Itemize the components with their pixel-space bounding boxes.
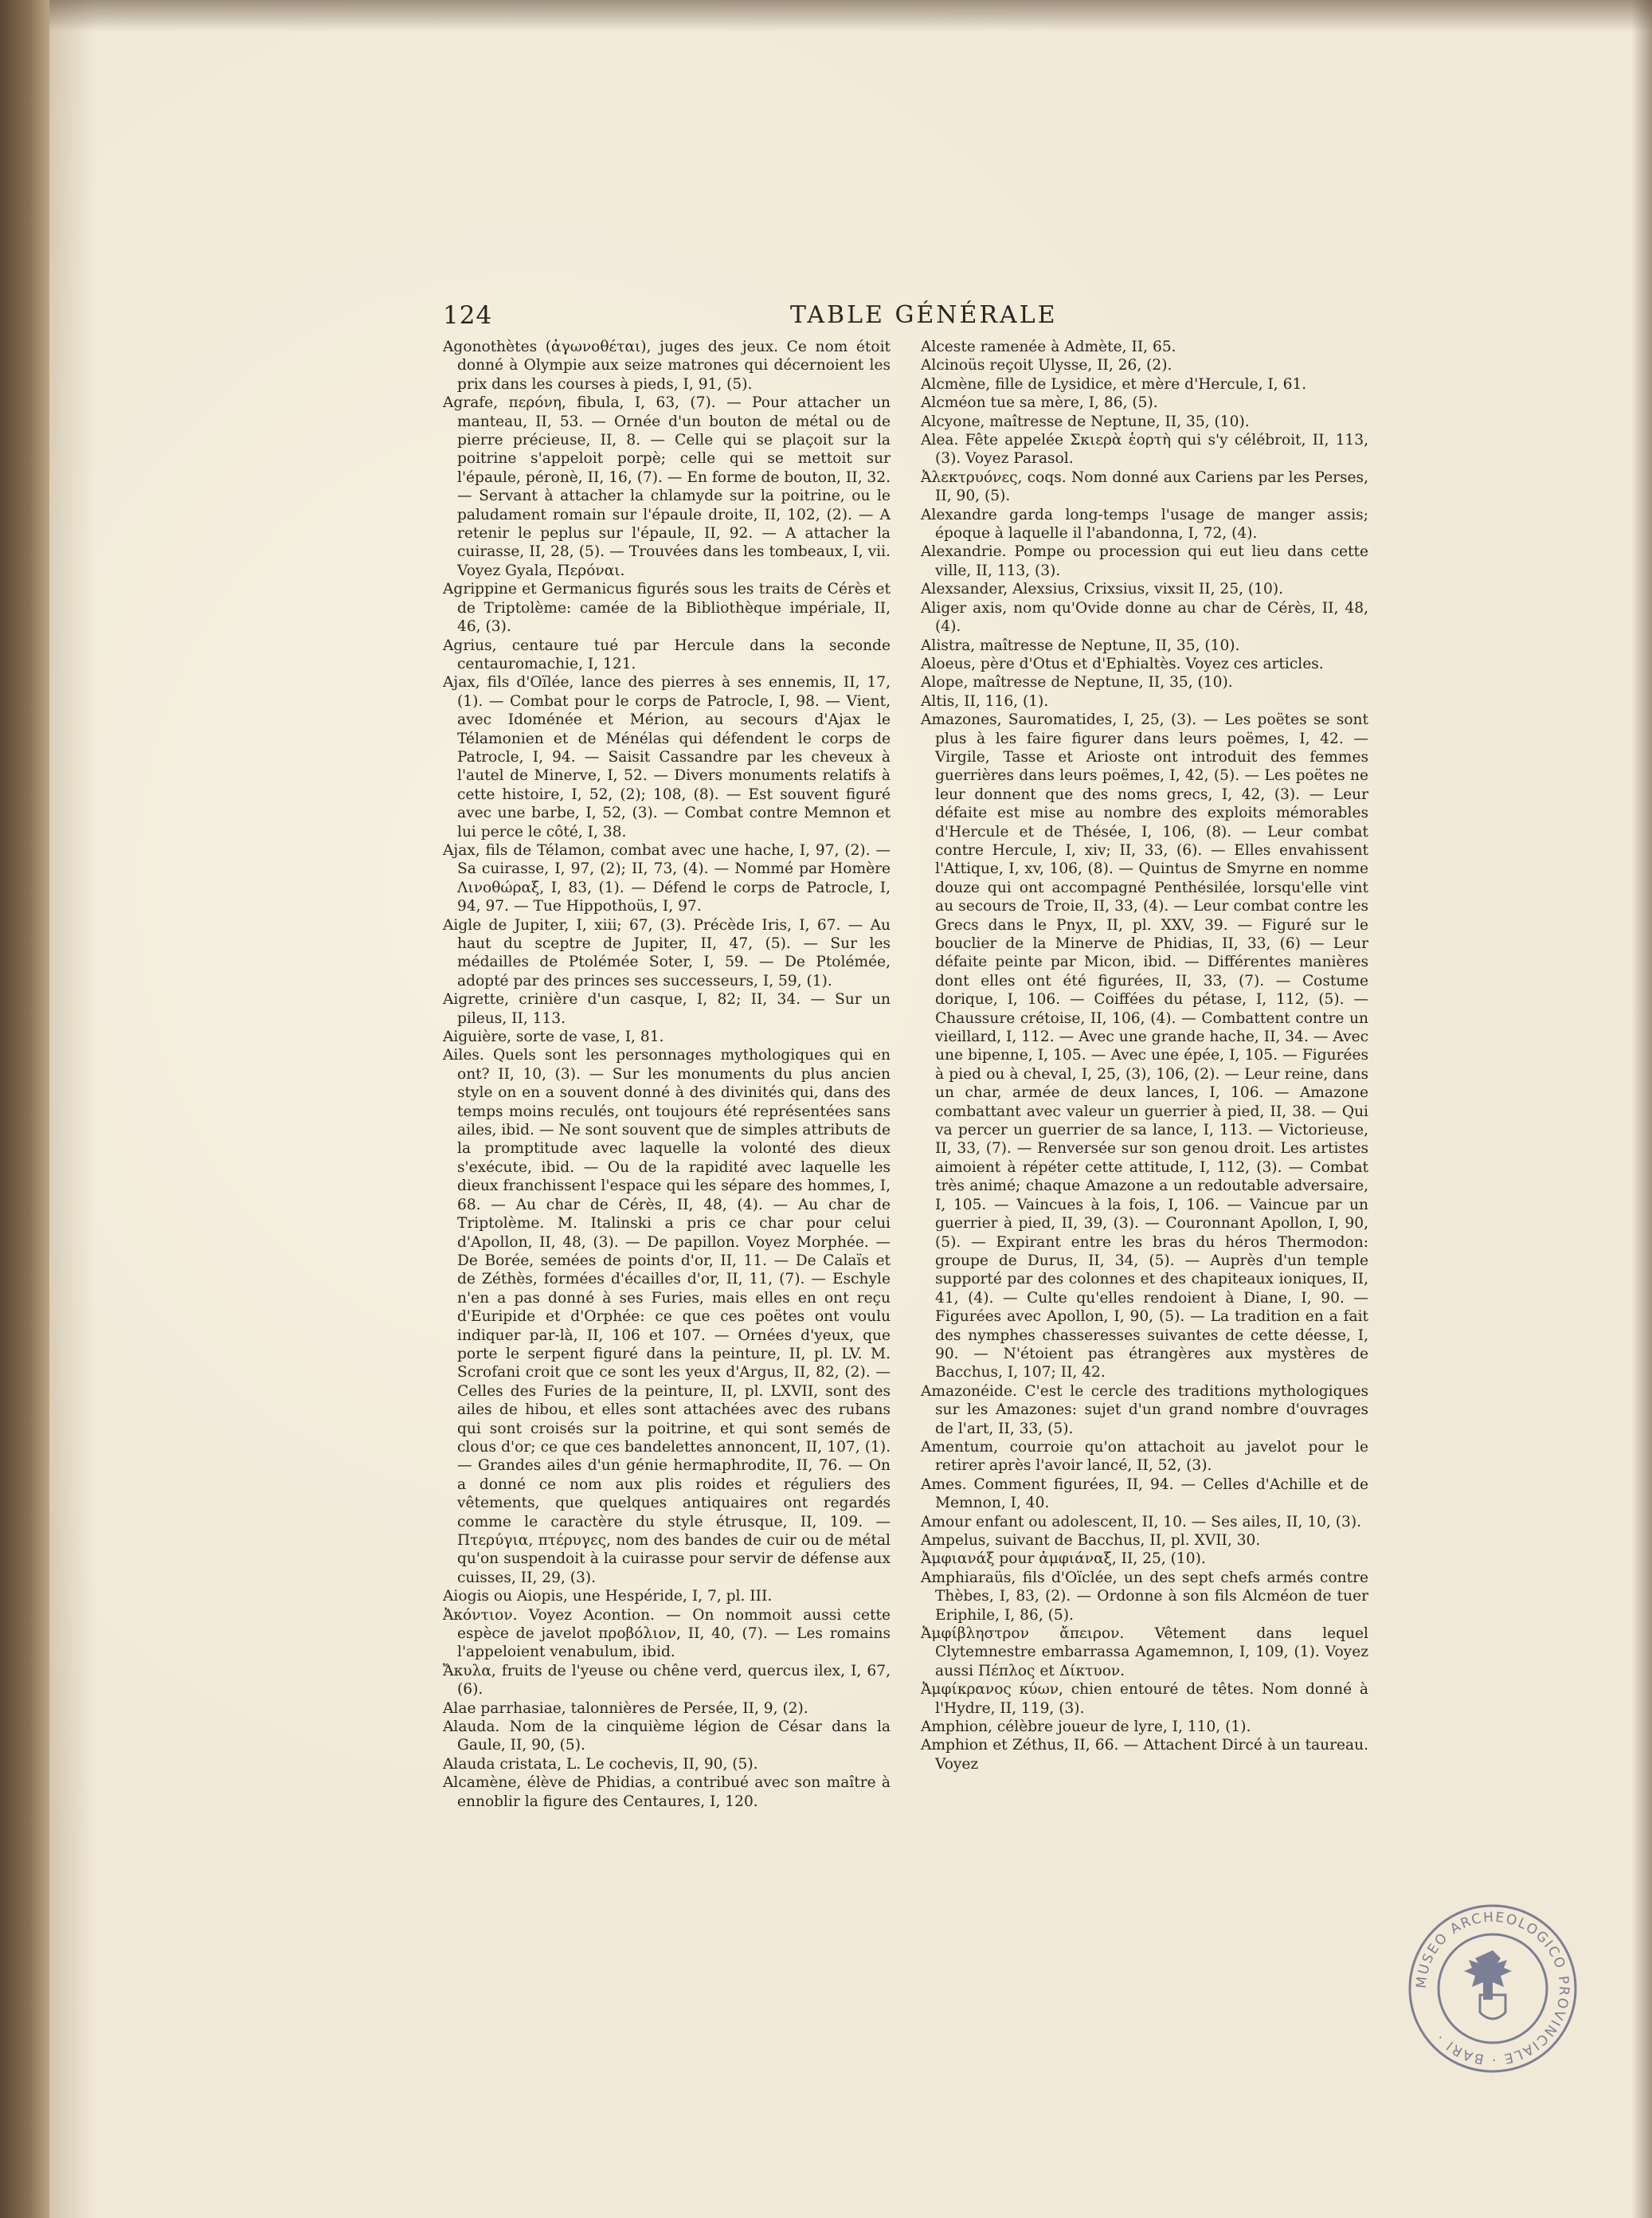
index-entry: Altis, II, 116, (1). [921, 692, 1049, 710]
index-entry: Aigrette, crinière d'un casque, I, 82; II, 34. — Sur un pileus, II, 113. [443, 991, 891, 1027]
index-entry: Agrafe, περόνη, fibula, I, 63, (7). — Pour attacher un manteau, II, 53. — Ornée d'un bouton de métal ou de pierre précieuse, II, 8. — Celle qui se plaçoit sur la poitrine s'appeloit porpè; celle qui se mettoit sur l'épaule, péronè, II, 16, (7). — En forme de bouton, II, 32. — Servant à attacher la chlamyde sur la poitrine, ou le paludament romain sur l'épaule droite, II, 102, (2). — A retenir le peplus sur l'épaule, II, 92. — A attacher la cuirasse, II, 28, (5). — Trouvées dans les tombeaux, I, vii. Voyez Gyala, Περόναι. [443, 394, 891, 579]
stamp-text: MUSEO ARCHEOLOGICO PROVINCIALE · BARI · [1413, 1909, 1572, 2068]
page-right-shadow [1631, 0, 1652, 2218]
index-entry: Alae parrhasiae, talonnières de Persée, II, 9, (2). [443, 1699, 808, 1717]
index-entry: Ἀμφίκρανος κύων, chien entouré de têtes. Nom donné à l'Hydre, II, 119, (3). [921, 1681, 1368, 1717]
index-entry: Amphion et Zéthus, II, 66. — Attachent Dircé à un taureau. Voyez [921, 1737, 1368, 1773]
index-entry: Alcmène, fille de Lysidice, et mère d'Hercule, I, 61. [921, 375, 1307, 393]
index-entry: Aliger axis, nom qu'Ovide donne au char de Cérès, II, 48, (4). [921, 599, 1368, 636]
index-entry: Agrius, centaure tué par Hercule dans la seconde centauromachie, I, 121. [443, 637, 891, 672]
index-entry: Amphion, célèbre joueur de lyre, I, 110, (1). [921, 1718, 1251, 1736]
index-entry: Alope, maîtresse de Neptune, II, 35, (10). [921, 674, 1233, 692]
page-number: 124 [443, 301, 493, 330]
index-entry: Alcméon tue sa mère, I, 86, (5). [921, 394, 1158, 412]
index-entry: Aiguière, sorte de vase, I, 81. [443, 1029, 664, 1046]
index-entry: Ames. Comment figurées, II, 94. — Celles d'Achille et de Memnon, I, 40. [921, 1475, 1368, 1512]
index-entry: Ἀκόντιον. Voyez Acontion. — On nommoit aussi cette espèce de javelot προβόλιον, II, 40, (7). — Les romains l'appeloient venabulum, ibid. [443, 1606, 891, 1661]
index-entry: Amentum, courroie qu'on attachoit au javelot pour le retirer après l'avoir lancé, II, 52, (3). [921, 1438, 1368, 1475]
index-entry: Alauda cristata, L. Le cochevis, II, 90, (5). [443, 1755, 758, 1773]
index-entry: Agonothètes (ἀγωνοθέται), juges des jeux. Ce nom étoit donné à Olympie aux seize matrones qui décernoient les prix dans les courses à pieds, I, 91, (5). [443, 339, 891, 393]
index-entry: Amazonéide. C'est le cercle des traditions mythologiques sur les Amazones: sujet d'un grand nombre d'ouvrages de l'art, II, 33, (5). [921, 1382, 1368, 1437]
index-entry: Alexsander, Alexsius, Crixsius, vixsit II, 25, (10). [921, 581, 1283, 598]
index-entry: Alcyone, maîtresse de Neptune, II, 35, (10). [921, 413, 1250, 430]
index-entry: Aigle de Jupiter, I, xiii; 67, (3). Précède Iris, I, 67. — Au haut du sceptre de Jupiter, II, 47, (5). — Sur les médailles de Ptolémée Soter, I, 59. — De Ptolémée, adopté par des princes ses successeurs, I, 59, (1). [443, 916, 891, 989]
index-entry: Ἀμφίβληστρον ἄπειρον. Vêtement dans lequel Clytemnestre embarrassa Agamemnon, I, 109, (1). Voyez aussi Πέπλος et Δίκτυον. [921, 1625, 1368, 1679]
book-gutter-edge [0, 0, 49, 2218]
index-entry: Ajax, fils d'Oïlée, lance des pierres à ses ennemis, II, 17, (1). — Combat pour le corps de Patrocle, I, 98. — Vient, avec Idoménée et Mérion, au secours d'Ajax le Télamonien et de Ménélas qui défendent le corps de Patrocle, I, 94. — Saisit Cassandre par les cheveux à l'autel de Minerve, I, 52. — Divers monuments relatifs à cette histoire, I, 52, (2); 108, (8). — Est souvent figuré avec une barbe, I, 52, (3). — Combat contre Memnon et lui perce le côté, I, 38. [443, 674, 891, 841]
index-entry: Amphiaraüs, fils d'Oïclée, un des sept chefs armés contre Thèbes, I, 83, (2). — Ordonne à son fils Alcméon de tuer Eriphile, I, 86, (5). [921, 1569, 1368, 1624]
index-entry: Alcinoüs reçoit Ulysse, II, 26, (2). [921, 357, 1172, 374]
index-entry: Ajax, fils de Télamon, combat avec une hache, I, 97, (2). — Sa cuirasse, I, 97, (2); II, 73, (4). — Nommé par Homère Λινοθώραξ, I, 83, (1). — Défend le corps de Patrocle, I, 94, 97. — Tue Hippothoüs, I, 97. [443, 841, 891, 915]
index-entry: Alistra, maîtresse de Neptune, II, 35, (10). [921, 637, 1240, 654]
index-entry: Aiogis ou Aiopis, une Hespéride, I, 7, pl. III. [443, 1588, 773, 1605]
index-entry: Alauda. Nom de la cinquième légion de César dans la Gaule, II, 90, (5). [443, 1718, 891, 1754]
index-entry: Alceste ramenée à Admète, II, 65. [921, 339, 1176, 355]
page-header [443, 301, 1367, 333]
index-entry: Ailes. Quels sont les personnages mythologiques qui en ont? II, 10, (3). — Sur les monuments du plus ancien style on en a souvent donné à des divinités qui, dans des temps moins reculés, ont toujours été représentées sans ailes, ibid. — Ne sont souvent que de simples attributs de la promptitude avec laquelle la volonté des dieux s'exécute, ibid. — Ou de la rapidité avec laquelle les dieux franchissent l'espace qui les sépare des hommes, I, 68. — Au char de Cérès, II, 48, (4). — Au char de Triptolème. M. Italinski a pris ce char pour celui d'Apollon, II, 48, (3). — De papillon. Voyez Morphée. — De Borée, semées de points d'or, II, 11. — De Calaïs et de Zéthès, formées d'écailles d'or, II, 11, (7). — Eschyle n'en a pas donné à ses Furies, mais elles en ont reçu d'Euripide et d'Orphée: ce que ces poëtes ont voulu indiquer par-là, II, 106 et 107. — Ornées d'yeux, que porte le serpent figuré dans la peinture, II, pl. LV. M. Scrofani croit que ce sont les yeux d'Argus, II, 82, (2). — Celles des Furies de la peinture, II, pl. LXVII, sont des ailes de hibou, et elles sont attachées avec des rubans qui sont croisés sur la poitrine, et qui sont semés de clous d'or; ce que ces bandelettes annoncent, II, 107, (1). — Grandes ailes d'un génie hermaphrodite, II, 76. — On a donné ce nom aux plis roides et réguliers des vêtements, que quelques antiquaires ont regardés comme le caractère du style étrusque, II, 109. — Πτερύγια, πτέρυγες, nom des bandes de cuir ou de métal qu'on suspendoit à la cuirasse pour servir de défense aux cuisses, II, 29, (3). [443, 1047, 891, 1586]
stamp-crest-icon [1464, 1950, 1512, 2019]
index-entry: Amazones, Sauromatides, I, 25, (3). — Les poëtes se sont plus à les faire figurer dans leurs poëmes, I, 42. — Virgile, Tasse et Arioste ont introduit des femmes guerrières dans leurs poëmes, I, 42, (5). — Les poëtes ne leur donnent que des noms grecs, I, 42, (3). — Leur défaite est mise au nombre des exploits mémorables d'Hercule et de Thésée, I, 106, (8). — Leur combat contre Hercule, I, xiv; II, 33, (6). — Elles envahissent l'Attique, I, xv, 106, (8). — Quintus de Smyrne en nomme douze qui ont accompagné Penthésilée, lorsqu'elle vint au secours de Troie, II, 33, (4). — Leur combat contre les Grecs dans le Pnyx, II, pl. XXV, 39. — Figuré sur le bouclier de la Minerve de Phidias, II, 33, (6) — Leur défaite peinte par Micon, ibid. — Différentes manières dont elles ont été figurées, II, 33, (7). — Costume dorique, I, 106. — Coiffées du pétase, I, 112, (5). — Chaussure crétoise, II, 106, (4). — Combattent contre un vieillard, I, 112. — Avec une grande hache, II, 34. — Avec une bipenne, I, 105. — Avec une épée, I, 105. — Figurées à pied ou à cheval, I, 25, (3), 106, (2). — Leur reine, dans un char, armée de deux lances, I, 106. — Amazone combattant avec valeur un guerrier à pied, II, 38. — Qui va percer un guerrier de sa lance, I, 113. — Victorieuse, II, 33, (7). — Renversée sur son genou droit. Les artistes aimoient à répéter cette attitude, I, 112, (3). — Combat très animé; chaque Amazone a un redoutable adversaire, I, 105. — Vaincues à la fois, I, 106. — Vaincue par un guerrier à pied, II, 39, (3). — Couronnant Apollon, I, 90, (5). — Expirant entre les bras du héros Thermodon: groupe de Durus, II, 34, (5). — Auprès d'un temple supporté par des colonnes et des chapiteaux ioniques, II, 41, (4). — Culte qu'elles rendoient à Diane, I, 90. — Figurées avec Apollon, I, 90, (5). — La tradition en a fait des nymphes chasseresses suivantes de cette déesse, I, 90. — N'étoient pas étrangères aux mystères de Bacchus, I, 107; II, 42. [921, 711, 1368, 1381]
index-entry: Alcamène, élève de Phidias, a contribué avec son maître à ennoblir la figure des Centaures, I, 120. [443, 1774, 891, 1810]
index-column-right [921, 338, 1368, 1773]
index-entry: Alea. Fête appelée Σκιερὰ ἑορτὴ qui s'y célébroit, II, 113, (3). Voyez Parasol. [921, 432, 1368, 468]
index-entry: Aloeus, père d'Otus et d'Ephialtès. Voyez ces articles. [921, 655, 1324, 672]
index-entry: Ἀλεκτρυόνες, coqs. Nom donné aux Cariens par les Perses, II, 90, (5). [921, 468, 1368, 505]
index-entry: Agrippine et Germanicus figurés sous les traits de Cérès et de Triptolème: camée de la Bibliothèque impériale, II, 46, (3). [443, 581, 891, 636]
index-entry: Amour enfant ou adolescent, II, 10. — Ses ailes, II, 10, (3). [921, 1513, 1362, 1530]
running-title: TABLE GÉNÉRALE [790, 301, 1058, 329]
index-entry: Alexandrie. Pompe ou procession qui eut lieu dans cette ville, II, 113, (3). [921, 543, 1368, 579]
index-column-left [443, 338, 891, 1811]
museum-stamp-icon [1405, 1901, 1580, 2076]
index-entry: Ampelus, suivant de Bacchus, II, pl. XVII, 30. [921, 1532, 1261, 1549]
index-entry: Ἄκυλα, fruits de l'yeuse ou chêne verd, quercus ilex, I, 67, (6). [443, 1662, 891, 1699]
index-entry: Alexandre garda long-temps l'usage de manger assis; époque à laquelle il l'abandonna, I, 72, (4). [921, 506, 1368, 543]
page-top-shadow [49, 0, 1652, 32]
index-entry: Ἀμφιανάξ pour ἀμφιάναξ, II, 25, (10). [921, 1550, 1206, 1568]
